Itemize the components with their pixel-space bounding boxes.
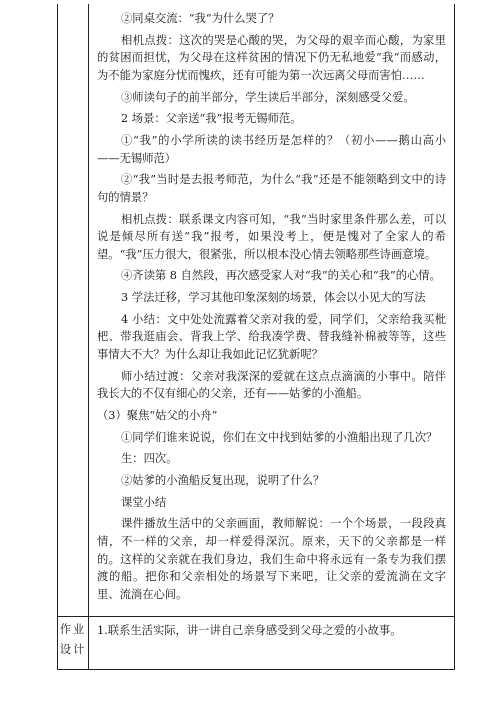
- paragraph: 4 小结：文中处处流露着父亲对我的爱，同学们，父亲给我买枇杷、带我逛庙会、背我上学、给我凑学费、替我缝补棉被等等，这些事情大不大？为什么却让我如此记忆犹新呢？: [97, 312, 447, 361]
- paragraph: ②姑爹的小渔船反复出现，说明了什么？: [121, 473, 325, 487]
- paragraph: ④齐读第 8 自然段，再次感受家人对“我”的关心和“我”的心情。: [121, 269, 441, 283]
- paragraph: ①同学们谁来说说，你们在文中找到姑爹的小渔船出现了几次？: [121, 430, 438, 444]
- paragraph: ③师读句子的前半部分，学生读后半部分，深刻感受父爱。: [121, 90, 415, 104]
- lesson-content: [89, 4, 454, 616]
- homework-label: 作业设计: [59, 623, 87, 656]
- paragraph: ②“我”当时是去报考师范，为什么“我”还是不能领略到文中的诗句的情景？: [97, 173, 446, 204]
- paragraph: ①“我”的小学所读的读书经历是怎样的？（初小——鹅山高小——无锡师范）: [97, 133, 446, 165]
- lesson-table: [57, 4, 455, 670]
- paragraph: 3 学法迁移，学习其他印象深刻的场景，体会以小见大的写法: [121, 291, 426, 305]
- paragraph: 师小结过渡：父亲对我深深的爱就在这点点滴滴的小事中。陪伴我长大的不仅有细心的父亲，还有——姑爹的小渔船。: [97, 369, 446, 401]
- section-heading: （3）聚焦“姑父的小舟”: [97, 408, 218, 422]
- paragraph: 生：四次。: [121, 452, 178, 466]
- paragraph: 课件播放生活中的父亲画面，教师解说：一个个场景，一段段真情，不一样的父亲，却一样爱得深沉。原来，天下的父亲都是一样的。这样的父亲就在我们身边，我们生命中将永远有一条专为我们摆渡的船。把你和父亲相处的场景写下来吧，让父亲的爱流淌在文字里、流淌在心间。: [97, 517, 446, 601]
- paragraph: 相机点拨：这次的哭是心酸的哭，为父母的艰辛而心酸，为家里的贫困而担忧，为父母在这样贫困的情况下仍无私地爱“我”而感动，为不能为家庭分忧而愧疚，还有可能为第一次远离父母而害怕……: [97, 33, 446, 82]
- section-heading: 课堂小结: [121, 495, 167, 509]
- paragraph: 相机点拨：联系课文内容可知，“我”当时家里条件那么差，可以说是倾尽所有送“我”报考，如果没考上，便是愧对了全家人的希望。“我”压力很大，很紧张，所以根本没心情去领略那些诗画意境。: [97, 212, 446, 261]
- homework-text: 1.联系生活实际，讲一讲自己亲身感受到父母之爱的小故事。: [97, 624, 402, 637]
- paragraph: 2 场景：父亲送“我”报考无锡师范。: [121, 112, 302, 126]
- paragraph: ②同桌交流：“我”为什么哭了？: [121, 12, 280, 25]
- left-label-column: [58, 4, 89, 669]
